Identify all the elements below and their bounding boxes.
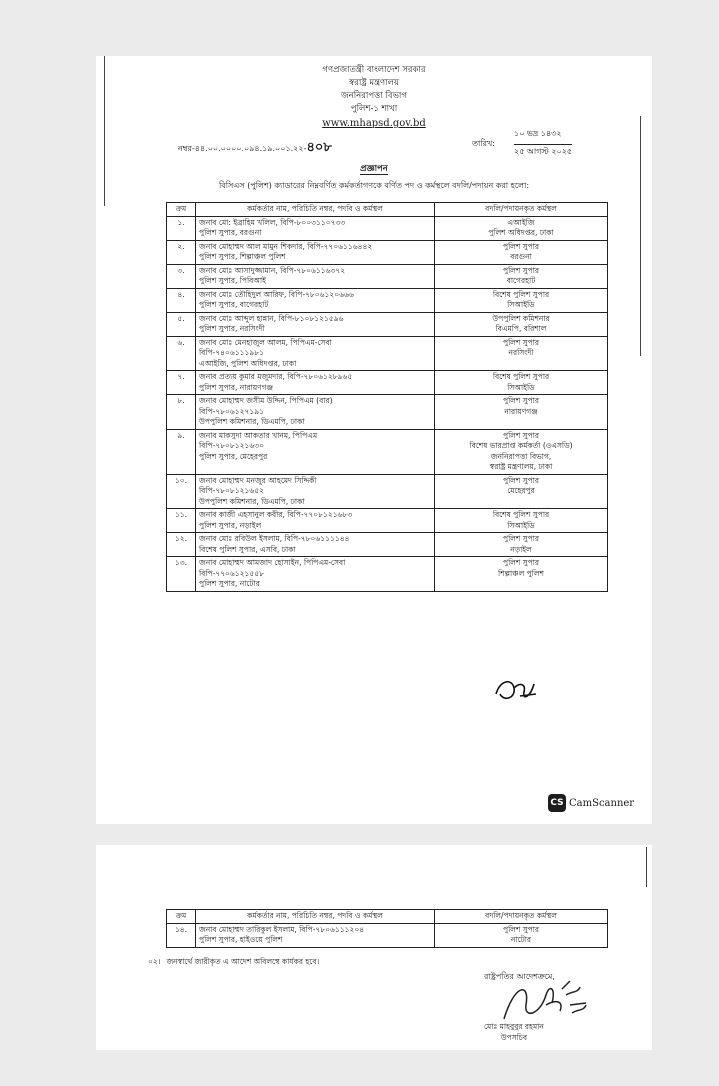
row-officer	[196, 216, 435, 240]
officer-line: জনাব মাকসুদা আকতার খানম, পিপিএম	[199, 430, 318, 440]
table-row	[167, 509, 608, 533]
row-serial: ৩.	[167, 264, 196, 288]
posting-line: বিশেষ পুলিশ সুপার	[492, 510, 550, 519]
row-posting	[435, 216, 608, 240]
row-posting	[435, 371, 608, 395]
table-row	[167, 533, 608, 557]
posting-line: বিশেষ পুলিশ সুপার	[492, 372, 550, 381]
officer-line: এআইজি, পুলিশ অধিদপ্তর, ঢাকা	[199, 358, 297, 368]
posting-line: পুলিশ সুপার	[503, 558, 539, 567]
posting-line: মেহেরপুর	[507, 486, 535, 495]
posting-line: পুলিশ সুপার	[503, 241, 539, 251]
document-page-1	[96, 56, 652, 824]
officer-line: উপপুলিশ কমিশনার, ডিএমপি, ঢাকা	[199, 496, 305, 506]
posting-line: নড়াইল	[510, 544, 532, 554]
order-by-president: রাষ্ট্রপতির আদেশক্রমে,	[484, 972, 555, 981]
table-row	[167, 216, 608, 240]
posting-line: পুলিশ অধিদপ্তর, ঢাকা	[488, 228, 554, 237]
table-row	[167, 395, 608, 430]
posting-line: সিআইডি	[507, 382, 535, 392]
row-officer	[196, 312, 435, 336]
posting-line: পুলিশ সুপার	[503, 475, 539, 485]
row-serial: ৪.	[167, 288, 196, 312]
branch-name: পুলিশ-১ শাখা	[350, 104, 398, 114]
officer-line: জনাব মোঃ আসাদুজ্জামান, বিপি-৭৮০৬১১৬৩৭২	[199, 265, 346, 275]
posting-line: নরসিংদী	[508, 348, 534, 357]
row-officer	[196, 288, 435, 312]
row-serial: ৫.	[167, 312, 196, 336]
scan-edge	[640, 116, 641, 356]
row-posting	[435, 336, 608, 371]
row-serial: ১০.	[167, 474, 196, 509]
officer-line: জনাব মোহাম্মদ আমজাদ হোসাইন, পিপিএম-সেবা	[199, 558, 346, 567]
officer-line: বিপি-৭৮০৬১২৭১৯১	[199, 406, 264, 416]
row-officer	[196, 429, 435, 474]
posting-line: নাটোর	[510, 935, 532, 944]
initial-signature	[490, 676, 540, 704]
row-officer	[196, 509, 435, 533]
row-serial: ১৩.	[167, 557, 196, 592]
col-officer: কর্মকর্তার নাম, পরিচিতি নম্বর, পদবি ও কর্মস্থল	[196, 203, 435, 217]
row-officer	[196, 395, 435, 430]
row-officer	[196, 474, 435, 509]
col-officer: কর্মকর্তার নাম, পরিচিতি নম্বর, পদবি ও কর্মস্থল	[196, 910, 435, 924]
posting-line: এআইজি	[507, 217, 535, 227]
ministry-name: স্বরাষ্ট্র মন্ত্রণালয়	[349, 78, 399, 88]
posting-line: পুলিশ সুপার	[503, 265, 539, 275]
officer-line: জনাব মো: ইব্রাহিম খলিল, বিপি-৮০০৩১১০৭৩৩	[199, 217, 346, 227]
notification-title: প্রজ্ঞাপন	[360, 164, 388, 174]
officer-line: জনাব প্রত্যয় কুমার মজুমদার, বিপি-৭৮০৬১২৮৯৬৫	[199, 372, 353, 381]
officer-line: পুলিশ সুপার, নড়াইল	[199, 520, 262, 530]
row-posting	[435, 288, 608, 312]
row-officer	[196, 557, 435, 592]
table-row	[167, 240, 608, 264]
table-row	[167, 923, 608, 947]
officer-line: বিপি-৭৭০৬১২১৫৫৮	[199, 568, 264, 578]
officer-line: জনাব মোহাম্মদ জসীম উদ্দিন, পিপিএম (বার)	[199, 396, 333, 405]
website-link[interactable]: www.mhapsd.gov.bd	[322, 118, 426, 129]
posting-line: স্বরাষ্ট্র মন্ত্রণালয়, ঢাকা	[489, 462, 553, 471]
row-serial: ১২.	[167, 533, 196, 557]
transfer-table-continued	[166, 909, 608, 948]
note-number: ০২।	[148, 957, 161, 966]
row-serial: ৮.	[167, 395, 196, 430]
posting-line: বিশেষ ভারপ্রাপ্ত কর্মকর্তা (ওএসডি)	[469, 441, 573, 450]
posting-line: শিল্পাঞ্চল পুলিশ	[498, 568, 544, 578]
gov-title: গণপ্রজাতন্ত্রী বাংলাদেশ সরকার	[322, 65, 426, 75]
col-serial: ক্রম	[167, 203, 196, 217]
row-officer	[196, 264, 435, 288]
officer-line: জনাব মোঃ মেনহাজুল আলম, পিপিএম-সেবা	[199, 337, 332, 347]
posting-line: বিএমপি, বরিশাল	[495, 324, 547, 333]
posting-line: পুলিশ সুপার	[503, 430, 539, 440]
officer-signature	[500, 975, 592, 1027]
row-posting	[435, 312, 608, 336]
posting-line: সিআইডি	[507, 300, 535, 309]
signer-designation: উপসচিব	[500, 1033, 528, 1042]
officer-line: পুলিশ সুপার, বাগেরহাট	[199, 300, 269, 309]
row-posting	[435, 429, 608, 474]
officer-line: জনাব কাজী এহসানুল কবীর, বিপি-৭৭০৮১২১৬৮৩	[199, 510, 353, 519]
row-officer	[196, 336, 435, 371]
officer-line: জনাব মোঃ তৌহিদুল আরিফ, বিপি-৭৮০৬১২০৬৬৬	[199, 289, 354, 299]
officer-line: জনাব মোহাম্মদ মনজুর আহমেদ সিদ্দিকী	[199, 475, 317, 485]
officer-line: পুলিশ সুপার, নরসিংদী	[199, 324, 265, 333]
posting-line: সিআইডি	[507, 520, 535, 530]
memo-number: নম্বর-৪৪.০০.০০০০.০৯৪.১৯.০০১.২২-৪০৮	[178, 140, 332, 155]
posting-line: পুলিশ সুপার	[503, 337, 539, 347]
row-serial: ৬.	[167, 336, 196, 371]
posting-line: নারায়ণগঞ্জ	[504, 406, 538, 416]
officer-line: পুলিশ সুপার, হাইওয়ে পুলিশ	[199, 935, 283, 944]
date-label: তারিখ:	[472, 139, 495, 148]
table-row	[167, 312, 608, 336]
officer-line: জনাব মোঃ রবিউল ইসলাম, বিপি-৭৮০৬১১১১৪৪	[199, 534, 350, 543]
officer-line: পুলিশ সুপার, নারায়ণগঞ্জ	[199, 382, 273, 392]
col-posting: বদলি/পদায়নকৃত কর্মস্থল	[435, 203, 608, 217]
row-serial: ১১.	[167, 509, 196, 533]
transfer-table	[166, 202, 608, 592]
row-posting	[435, 557, 608, 592]
posting-line: জননিরাপত্তা বিভাগ,	[490, 451, 552, 461]
row-serial: ৯.	[167, 429, 196, 474]
col-serial: ক্রম	[167, 910, 196, 924]
officer-line: বিপি-৭৮০৮১২১৬৩০	[199, 441, 264, 450]
posting-line: পুলিশ সুপার	[503, 534, 539, 543]
row-posting	[435, 264, 608, 288]
table-row	[167, 264, 608, 288]
officer-line: পুলিশ সুপার, শিল্পাঞ্চল পুলিশ	[199, 252, 286, 261]
camscanner-label: CamScanner	[569, 797, 635, 809]
officer-line: উপপুলিশ কমিশনার, ডিএমপি, ঢাকা	[199, 417, 305, 426]
officer-line: পুলিশ সুপার, মেহেরপুর	[199, 451, 268, 461]
table-header-row	[167, 910, 608, 924]
intro-text: বিসিএস (পুলিশ) ক্যাডারের নিম্নবর্ণিত কর্মকর্তাগণকে বর্ণিত পদ ও কর্মস্থলে বদলি/পদায়ন করা হলো:	[218, 181, 530, 190]
officer-line: জনাব মোহাম্মদ আল মামুন শিকদার, বিপি-৭৭০৬১১৬৪৪২	[199, 241, 373, 251]
officer-line: পুলিশ সুপার, নাটোর	[199, 579, 260, 588]
officer-line: পুলিশ সুপার, পিবিআই	[199, 276, 266, 285]
table-row	[167, 474, 608, 509]
camscanner-logo: CS	[548, 794, 566, 812]
table-row	[167, 336, 608, 371]
scan-edge	[646, 847, 647, 887]
officer-line: পুলিশ সুপার, বরগুনা	[199, 228, 262, 237]
date-bangla: ১০ ভদ্র ১৪৩২	[514, 129, 562, 138]
posting-line: বরগুনা	[510, 252, 532, 261]
document-page-2	[96, 845, 652, 1050]
memo-handwritten: ৪০৮	[306, 140, 332, 155]
date-english: ২৫ আগস্ট ২০২৫	[514, 144, 572, 159]
division-name: জননিরাপত্তা বিভাগ	[341, 91, 407, 101]
row-posting	[435, 474, 608, 509]
posting-line: পুলিশ সুপার	[503, 396, 539, 405]
posting-line: বাগেরহাট	[506, 276, 536, 285]
officer-line: জনাব মোঃ আব্দুল হান্নান, বিপি-৮১০৮১২১৫৯৬	[199, 313, 344, 323]
table-row	[167, 429, 608, 474]
officer-line: বিপি-৭৮০৮১২১৬৫২	[199, 486, 264, 495]
officer-line: জনাব মোহাম্মদ তারিকুল ইসলাম, বিপি-৭৮০৬১১১২০৪	[199, 924, 365, 934]
row-officer	[196, 533, 435, 557]
officer-line: বিপি-৭৪০৬১১১৯৮১	[199, 348, 264, 357]
row-serial: ৭.	[167, 371, 196, 395]
table-header-row	[167, 203, 608, 217]
row-posting	[435, 923, 608, 947]
row-serial: ২.	[167, 240, 196, 264]
table-row	[167, 371, 608, 395]
row-officer	[196, 923, 435, 947]
note-text: জনস্বার্থে জারীকৃত এ আদেশ অবিলম্বে কার্যকর হবে।	[166, 957, 320, 966]
row-posting	[435, 395, 608, 430]
row-officer	[196, 371, 435, 395]
row-officer	[196, 240, 435, 264]
row-serial: ১.	[167, 216, 196, 240]
signer-block	[484, 1021, 544, 1043]
row-posting	[435, 240, 608, 264]
camscanner-watermark	[548, 794, 634, 812]
posting-line: উপপুলিশ কমিশনার	[492, 313, 550, 323]
row-serial: ১৪.	[167, 923, 196, 947]
effect-note	[148, 957, 319, 969]
officer-line: বিশেষ পুলিশ সুপার, এসবি, ঢাকা	[199, 544, 296, 554]
row-posting	[435, 509, 608, 533]
table-row	[167, 557, 608, 592]
col-posting: বদলি/পদায়নকৃত কর্মস্থল	[435, 910, 608, 924]
posting-line: পুলিশ সুপার	[503, 924, 539, 934]
row-posting	[435, 533, 608, 557]
signer-name: মোঃ মাহবুবুর রহমান	[484, 1022, 544, 1031]
posting-line: বিশেষ পুলিশ সুপার	[492, 289, 550, 299]
table-row	[167, 288, 608, 312]
